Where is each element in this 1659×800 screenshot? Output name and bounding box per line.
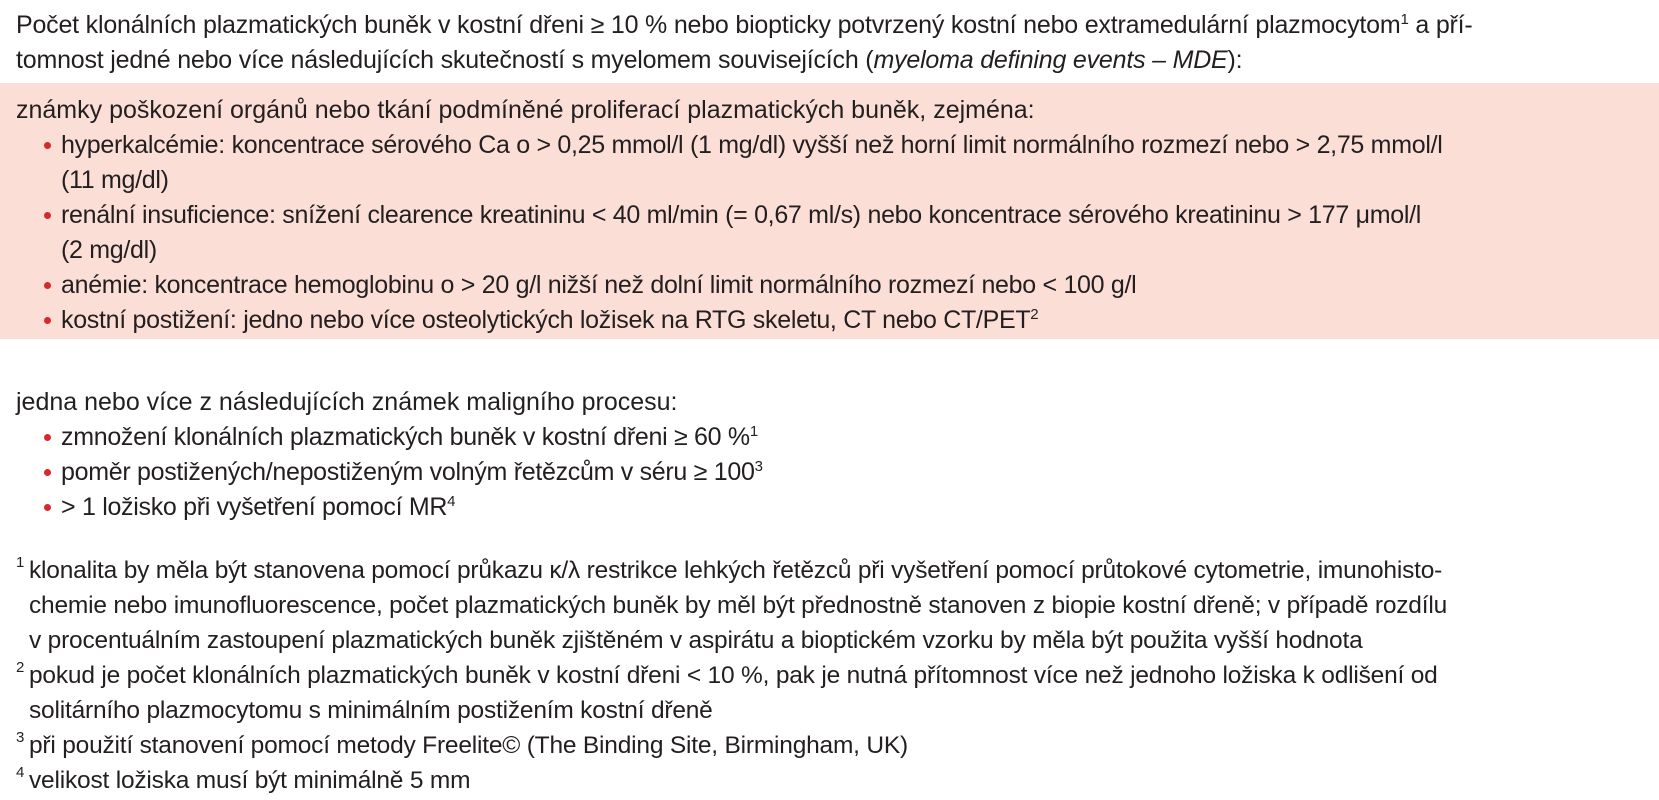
footnote [16, 658, 1646, 728]
list-item [16, 303, 1646, 338]
list-item [16, 268, 1646, 303]
bullet-icon [44, 504, 51, 511]
footnote-ref: 4 [447, 493, 456, 510]
list-item [16, 198, 1646, 268]
intro-line-2-text: tomnost jedné nebo více následujících skutečností s myelomem souvisejících ( [16, 46, 874, 74]
list-item-line [61, 490, 1646, 525]
footnote [16, 763, 1646, 798]
organ-damage-content [16, 93, 1646, 338]
bullet-icon [44, 469, 51, 476]
list-item-text: renální insuficience: snížení clearence kreatininu < 40 ml/min (= 0,67 ml/s) nebo koncentrace sérového kreatininu > 177 μmol/l [61, 201, 1421, 229]
bullet-icon [44, 317, 51, 324]
intro-line-2 [16, 43, 1646, 78]
organ-damage-heading: známky poškození orgánů nebo tkání podmíněné proliferací plazmatických buněk, zejména: [16, 96, 1035, 124]
bullet-icon [44, 434, 51, 441]
list-item [16, 128, 1646, 198]
malignancy-block [16, 385, 1646, 525]
intro-line-2-italic: myeloma defining events – MDE [873, 46, 1228, 74]
organ-damage-panel [0, 83, 1659, 339]
footnote-mark: 4 [16, 764, 25, 781]
list-item-text: > 1 ložisko při vyšetření pomocí MR [61, 493, 448, 521]
list-item-line [61, 455, 1646, 490]
bullet-icon [44, 142, 51, 149]
footnote-mark: 3 [16, 729, 25, 746]
footnote [16, 728, 1646, 763]
list-item-text: anémie: koncentrace hemoglobinu o > 20 g/l nižší než dolní limit normálního rozmezí nebo < 100 g/l [61, 271, 1137, 299]
footnote-ref: 1 [749, 423, 758, 440]
footnote-text: chemie nebo imunofluorescence, počet plazmatických buněk by měl být přednostně stanoven z biopie kostní dřeně; v případě rozdílu [29, 592, 1448, 619]
list-item [16, 490, 1646, 525]
footnote-text: při použití stanovení pomocí metody Freelite© (The Binding Site, Birmingham, UK) [29, 732, 908, 759]
footnote-text: solitárního plazmocytomu s minimálním postižením kostní dřeně [29, 697, 713, 724]
list-item-text-continued: (11 mg/dl) [61, 166, 169, 194]
footnote-text: velikost ložiska musí být minimálně 5 mm [29, 767, 471, 794]
bullet-icon [44, 212, 51, 219]
footnote-text: pokud je počet klonálních plazmatických buněk v kostní dřeni < 10 %, pak je nutná přítomnost více než jednoho ložiska k odlišení od [29, 662, 1438, 689]
footnote-text: v procentuálním zastoupení plazmatických buněk zjištěném v aspirátu a bioptickém vzorku by měla být použita vyšší hodnota [29, 627, 1363, 654]
intro-line-1 [16, 8, 1646, 43]
list-item-line [61, 420, 1646, 455]
intro-paragraph [16, 8, 1646, 78]
footnote-ref: 3 [754, 458, 763, 475]
footnote-mark: 1 [16, 554, 25, 571]
footnotes [16, 553, 1646, 798]
intro-line-2-tail: ): [1227, 46, 1243, 74]
list-item [16, 455, 1646, 490]
intro-line-1-text: Počet klonálních plazmatických buněk v kostní dřeni ≥ 10 % nebo biopticky potvrzený kostní nebo extramedulární plazmocytom [16, 11, 1401, 39]
footnote-mark: 2 [16, 659, 25, 676]
list-item-text: poměr postižených/nepostiženým volným řetězcům v séru ≥ 100 [61, 458, 755, 486]
malignancy-heading: jedna nebo více z následujících známek maligního procesu: [16, 388, 678, 416]
footnote-ref: 2 [1030, 306, 1039, 323]
list-item-text: hyperkalcémie: koncentrace sérového Ca o > 0,25 mmol/l (1 mg/dl) vyšší než horní limit normálního rozmezí nebo > 2,75 mmol/l [61, 131, 1443, 159]
footnote-text: klonalita by měla být stanovena pomocí průkazu κ/λ restrikce lehkých řetězců při vyšetření pomocí průtokové cytometrie, imunohisto- [29, 557, 1443, 584]
footnote-ref: 1 [1400, 11, 1409, 28]
list-item-text: kostní postižení: jedno nebo více osteolytických ložisek na RTG skeletu, CT nebo CT/PET [61, 306, 1031, 334]
intro-line-1-tail: a pří- [1408, 11, 1473, 39]
list-item-text: zmnožení klonálních plazmatických buněk v kostní dřeni ≥ 60 % [61, 423, 750, 451]
footnote [16, 553, 1646, 658]
list-item-line [61, 303, 1646, 338]
bullet-icon [44, 282, 51, 289]
list-item-text-continued: (2 mg/dl) [61, 236, 157, 264]
list-item [16, 420, 1646, 455]
